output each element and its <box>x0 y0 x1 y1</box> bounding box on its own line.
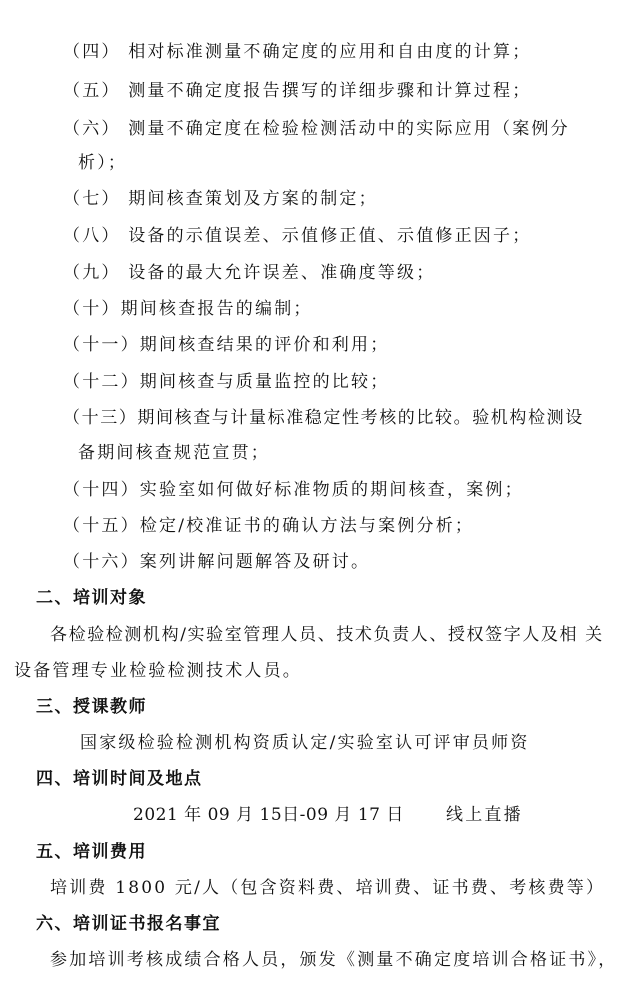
list-item: （五） 测量不确定度报告撰写的详细步骤和计算过程； <box>63 81 532 101</box>
list-item: （七） 期间核查策划及方案的制定； <box>63 189 378 209</box>
section-heading-schedule: 四、培训时间及地点 <box>36 769 203 789</box>
list-item-continuation: 析）； <box>78 153 128 173</box>
list-item-continuation: 备期间核查规范宣贯； <box>78 443 270 463</box>
section-heading-fees: 五、培训费用 <box>36 842 147 862</box>
targets-text-line2: 设备管理专业检验检测技术人员。 <box>14 661 302 681</box>
list-item: （十六）案列讲解问题解答及研讨。 <box>63 552 371 572</box>
teachers-text: 国家级检验检测机构资质认定/实验室认可评审员师资 <box>80 733 530 753</box>
list-item: （九） 设备的最大允许误差、准确度等级； <box>63 263 436 283</box>
list-item: （十二）期间核查与质量监控的比较； <box>63 372 390 392</box>
list-item: （八） 设备的示值误差、示值修正值、示值修正因子； <box>63 226 532 246</box>
schedule-date: 2021 年 09 月 15日-09 月 17 日 <box>133 805 404 825</box>
list-item: （十五）检定/校准证书的确认方法与案例分析； <box>63 516 475 536</box>
section-heading-targets: 二、培训对象 <box>36 588 147 608</box>
targets-text-line1: 各检验检测机构/实验室管理人员、技术负责人、授权签字人及相 关 <box>50 625 604 645</box>
list-item: （十三）期间核查与计量标准稳定性考核的比较。验机构检测设 <box>63 408 584 428</box>
list-item: （六） 测量不确定度在检验检测活动中的实际应用（案例分 <box>63 119 570 139</box>
certificate-text: 参加培训考核成绩合格人员，颁发《测量不确定度培训合格证书》， <box>50 950 618 970</box>
list-item: （四） 相对标准测量不确定度的应用和自由度的计算； <box>63 42 532 62</box>
list-item: （十）期间核查报告的编制； <box>63 299 313 319</box>
schedule-place: 线上直播 <box>446 805 523 825</box>
list-item: （十四）实验室如何做好标准物质的期间核查，案例； <box>63 480 524 500</box>
list-item: （十一）期间核查结果的评价和利用； <box>63 335 390 355</box>
fees-text: 培训费 1800 元/人（包含资料费、培训费、证书费、考核费等） <box>50 878 606 898</box>
section-heading-teachers: 三、授课教师 <box>36 697 147 717</box>
section-heading-certificate: 六、培训证书报名事宜 <box>36 914 221 934</box>
